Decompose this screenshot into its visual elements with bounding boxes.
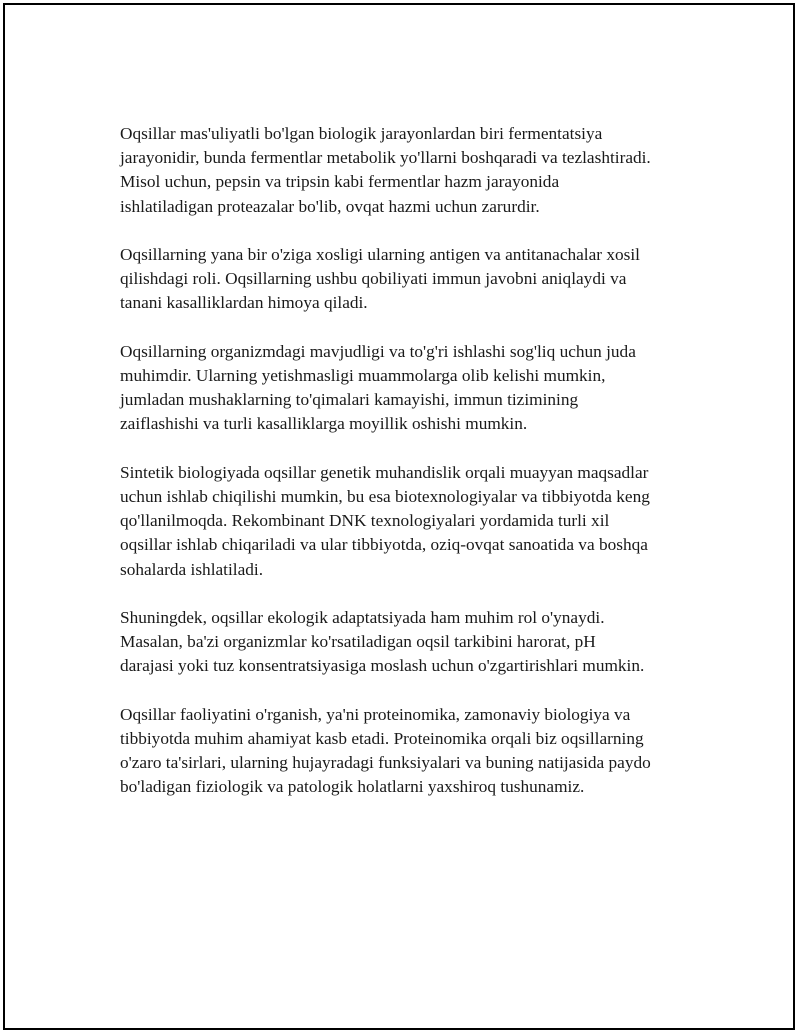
paragraph-health: Oqsillarning organizmdagi mavjudligi va to'g'ri ishlashi sog'liq uchun juda muhimdir. Ularning yetishmasligi muammolarga olib kelishi mumkin, jumladan mushaklarning to'qimalari kamayishi, immun tizimining zaiflashishi va turli kasalliklarga moyillik oshishi mumkin. (120, 341, 636, 434)
document-page (3, 3, 795, 1030)
paragraph-antigen: Oqsillarning yana bir o'ziga xosligi ularning antigen va antitanachalar xosil qilishdagi roli. Oqsillarning ushbu qobiliyati immun javobni aniqlaydi va tanani kasalliklardan himoya qiladi. (120, 245, 640, 313)
paragraph-proteomics: Oqsillar faoliyatini o'rganish, ya'ni proteinomika, zamonaviy biologiya va tibbiyotda muhim ahamiyat kasb etadi. Proteinomika orqali biz oqsillarning o'zaro ta'sirlari, ularning hujayradagi funksiyalari va buning natijasida paydo bo'ladigan fiziologik va patologik holatlarni yaxshiroq tushunamiz. (120, 704, 651, 797)
paragraph-synthetic-biology: Sintetik biologiyada oqsillar genetik muhandislik orqali muayyan maqsadlar uchun ishlab chiqilishi mumkin, bu esa biotexnologiyalar va tibbiyotda keng qo'llanilmoqda. Rekombinant DNK texnologiyalari yordamida turli xil oqsillar ishlab chiqariladi va ular tibbiyotda, oziq-ovqat sanoatida va boshqa sohalarda ishlatiladi. (120, 462, 650, 579)
document-body (120, 122, 695, 824)
paragraph-fermentation: Oqsillar mas'uliyatli bo'lgan biologik jarayonlardan biri fermentatsiya jarayonidir, bunda fermentlar metabolik yo'llarni boshqaradi va tezlashtiradi. Misol uchun, pepsin va tripsin kabi fermentlar hazm jarayonida ishlatiladigan proteazalar bo'lib, ovqat hazmi uchun zarurdir. (120, 124, 651, 216)
paragraph-ecological-adaptation: Shuningdek, oqsillar ekologik adaptatsiyada ham muhim rol o'ynaydi. Masalan, ba'zi organizmlar ko'rsatiladigan oqsil tarkibini harorat, pH darajasi yoki tuz konsentratsiyasiga moslash uchun o'zgartirishlari mumkin. (120, 608, 645, 676)
